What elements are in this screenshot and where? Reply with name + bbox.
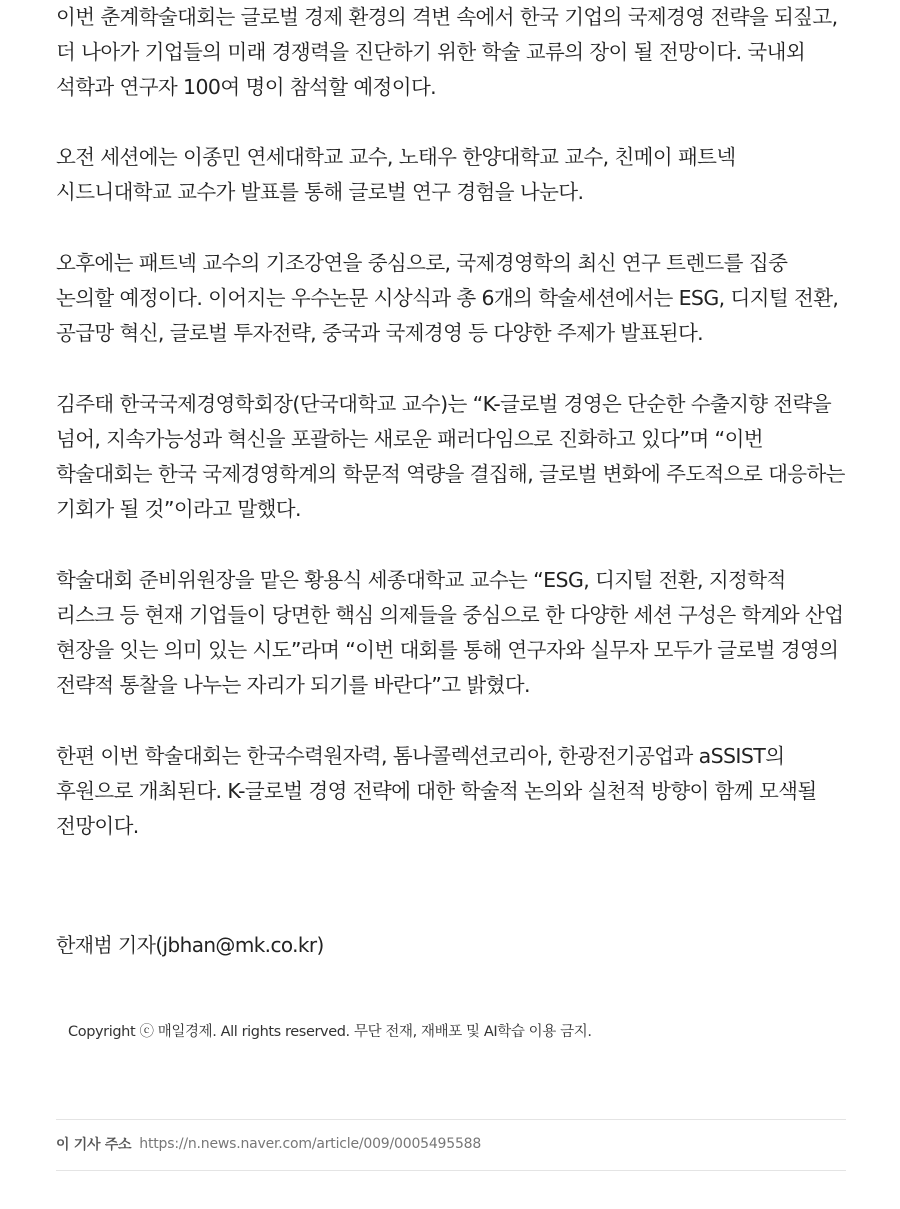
article-paragraph: 김주태 한국국제경영학회장(단국대학교 교수)는 “K-글로벌 경영은 단순한 수출지향 전략을 넘어, 지속가능성과 혁신을 포괄하는 새로운 패러다임으로 진화하고 있다”며 “이번 학술대회는 한국 국제경영학계의 학문적 역량을 결집해, 글로벌 변화에 주도적으로 대응하는 기회가 될 것”이라고 말했다. bbox=[56, 392, 845, 521]
article-paragraph: 이번 춘계학술대회는 글로벌 경제 환경의 격변 속에서 한국 기업의 국제경영 전략을 되짚고, 더 나아가 기업들의 미래 경쟁력을 진단하기 위한 학술 교류의 장이 될 전망이다. 국내외 석학과 연구자 100여 명이 참석할 예정이다. bbox=[56, 5, 838, 99]
footer-divider bbox=[56, 1170, 846, 1171]
copyright-notice: Copyright ⓒ 매일경제. All rights reserved. 무단 전재, 재배포 및 AI학습 이용 금지. bbox=[68, 1024, 592, 1040]
article-url-label: 이 기사 주소 bbox=[56, 1137, 132, 1153]
footer-divider bbox=[56, 1119, 846, 1120]
article-paragraph: 오전 세션에는 이종민 연세대학교 교수, 노태우 한양대학교 교수, 친메이 패트넥 시드니대학교 교수가 발표를 통해 글로벌 연구 경험을 나눈다. bbox=[56, 145, 736, 204]
article-url-link[interactable]: https://n.news.naver.com/article/009/0005495588 bbox=[139, 1136, 482, 1152]
article-paragraph: 학술대회 준비위원장을 맡은 황용식 세종대학교 교수는 “ESG, 디지털 전환, 지정학적 리스크 등 현재 기업들이 당면한 핵심 의제들을 중심으로 한 다양한 세션 구성은 학계와 산업 현장을 잇는 의미 있는 시도”라며 “이번 대회를 통해 연구자와 실무자 모두가 글로벌 경영의 전략적 통찰을 나누는 자리가 되기를 바란다”고 밝혔다. bbox=[56, 568, 844, 697]
article-paragraph: 한편 이번 학술대회는 한국수력원자력, 톰나콜렉션코리아, 한광전기공업과 aSSIST의 후원으로 개최된다. K-글로벌 경영 전략에 대한 학술적 논의와 실천적 방향이 함께 모색될 전망이다. bbox=[56, 744, 817, 838]
article-url-row bbox=[56, 1133, 481, 1155]
reporter-byline: 한재범 기자(jbhan@mk.co.kr) bbox=[56, 933, 324, 957]
article-paragraph: 오후에는 패트넥 교수의 기조강연을 중심으로, 국제경영학의 최신 연구 트렌드를 집중 논의할 예정이다. 이어지는 우수논문 시상식과 총 6개의 학술세션에서는 ESG, 디지털 전환, 공급망 혁신, 글로벌 투자전략, 중국과 국제경영 등 다양한 주제가 발표된다. bbox=[56, 251, 839, 345]
